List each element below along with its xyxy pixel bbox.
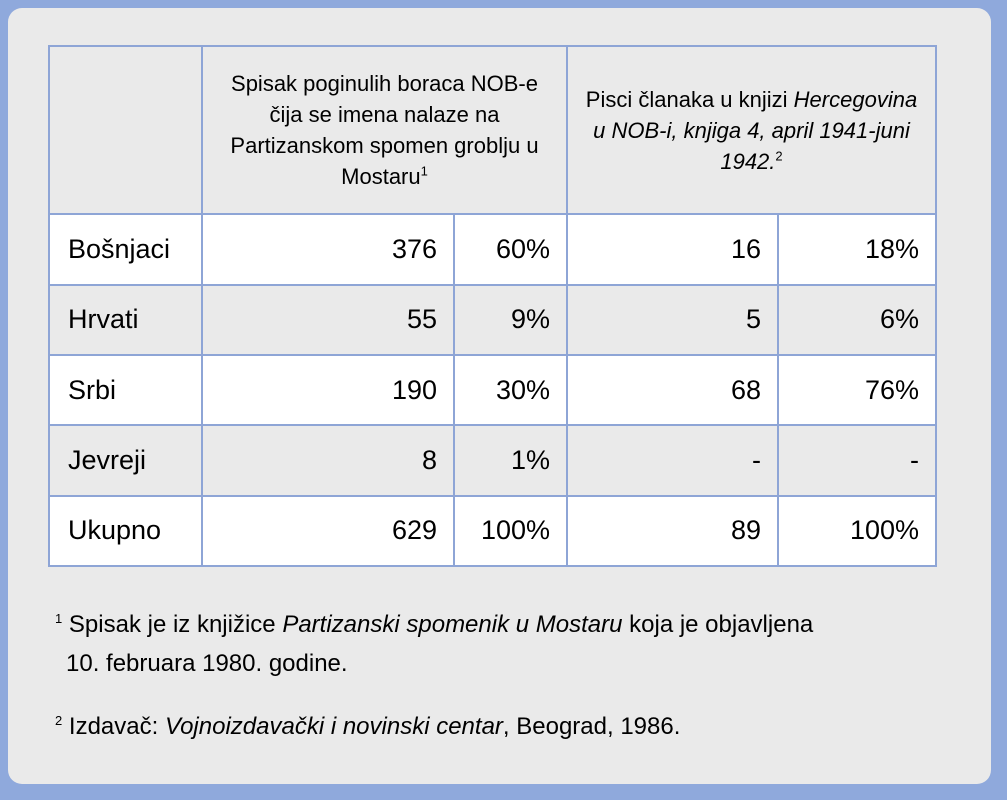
authors-percent: 18% (778, 214, 936, 284)
footnote-2 (55, 707, 975, 746)
header-article-authors (567, 46, 936, 214)
footnote-text: Spisak je iz knjižice (68, 611, 276, 638)
statistics-table (48, 45, 937, 567)
footnote-text: , Beograd, 1986. (502, 713, 681, 740)
footnote-ref-1: 1 (420, 163, 428, 179)
table-row (49, 285, 936, 355)
cemetery-percent: 1% (454, 425, 567, 495)
authors-percent: - (778, 425, 936, 495)
authors-count: 16 (567, 214, 778, 284)
cemetery-percent: 100% (454, 496, 567, 566)
authors-percent: 100% (778, 496, 936, 566)
row-label: Bošnjaci (49, 214, 202, 284)
cemetery-count: 376 (202, 214, 454, 284)
authors-count: 89 (567, 496, 778, 566)
content-card (8, 8, 991, 784)
header-cemetery-list (202, 46, 567, 214)
footnote-text: koja je objavljena (629, 611, 814, 638)
footnote-1 (55, 605, 975, 683)
footnote-publisher: Vojnoizdavački i novinski centar (164, 713, 503, 740)
row-label: Hrvati (49, 285, 202, 355)
row-label: Ukupno (49, 496, 202, 566)
cemetery-count: 55 (202, 285, 454, 355)
footnote-text: Izdavač: (68, 713, 159, 740)
cemetery-count: 629 (202, 496, 454, 566)
row-label: Jevreji (49, 425, 202, 495)
table-row (49, 214, 936, 284)
header-cemetery-text: Spisak poginulih boraca NOB-e čija se imena nalaze na Partizanskom spomen groblju u Mostaru (230, 71, 539, 190)
authors-count: 5 (567, 285, 778, 355)
footnote-continuation: 10. februara 1980. godine. (66, 650, 348, 677)
table-row (49, 355, 936, 425)
footnote-marker: 1 (55, 611, 63, 626)
cemetery-percent: 30% (454, 355, 567, 425)
table-row (49, 425, 936, 495)
authors-count: - (567, 425, 778, 495)
header-empty-cell (49, 46, 202, 214)
footnotes (55, 605, 975, 746)
header-authors-line: Pisci članaka u knjizi (585, 86, 788, 112)
authors-percent: 6% (778, 285, 936, 355)
cemetery-count: 8 (202, 425, 454, 495)
cemetery-percent: 60% (454, 214, 567, 284)
table-row-total (49, 496, 936, 566)
cemetery-percent: 9% (454, 285, 567, 355)
row-label: Srbi (49, 355, 202, 425)
cemetery-count: 190 (202, 355, 454, 425)
header-book-title: Hercegovina u NOB-i, knjiga 4, april 1941-juni 1942. (593, 86, 918, 174)
footnote-ref-2: 2 (775, 148, 783, 164)
table-header-row (49, 46, 936, 214)
footnote-marker: 2 (55, 713, 63, 728)
authors-count: 68 (567, 355, 778, 425)
footnote-book-title: Partizanski spomenik u Mostaru (282, 611, 623, 638)
authors-percent: 76% (778, 355, 936, 425)
